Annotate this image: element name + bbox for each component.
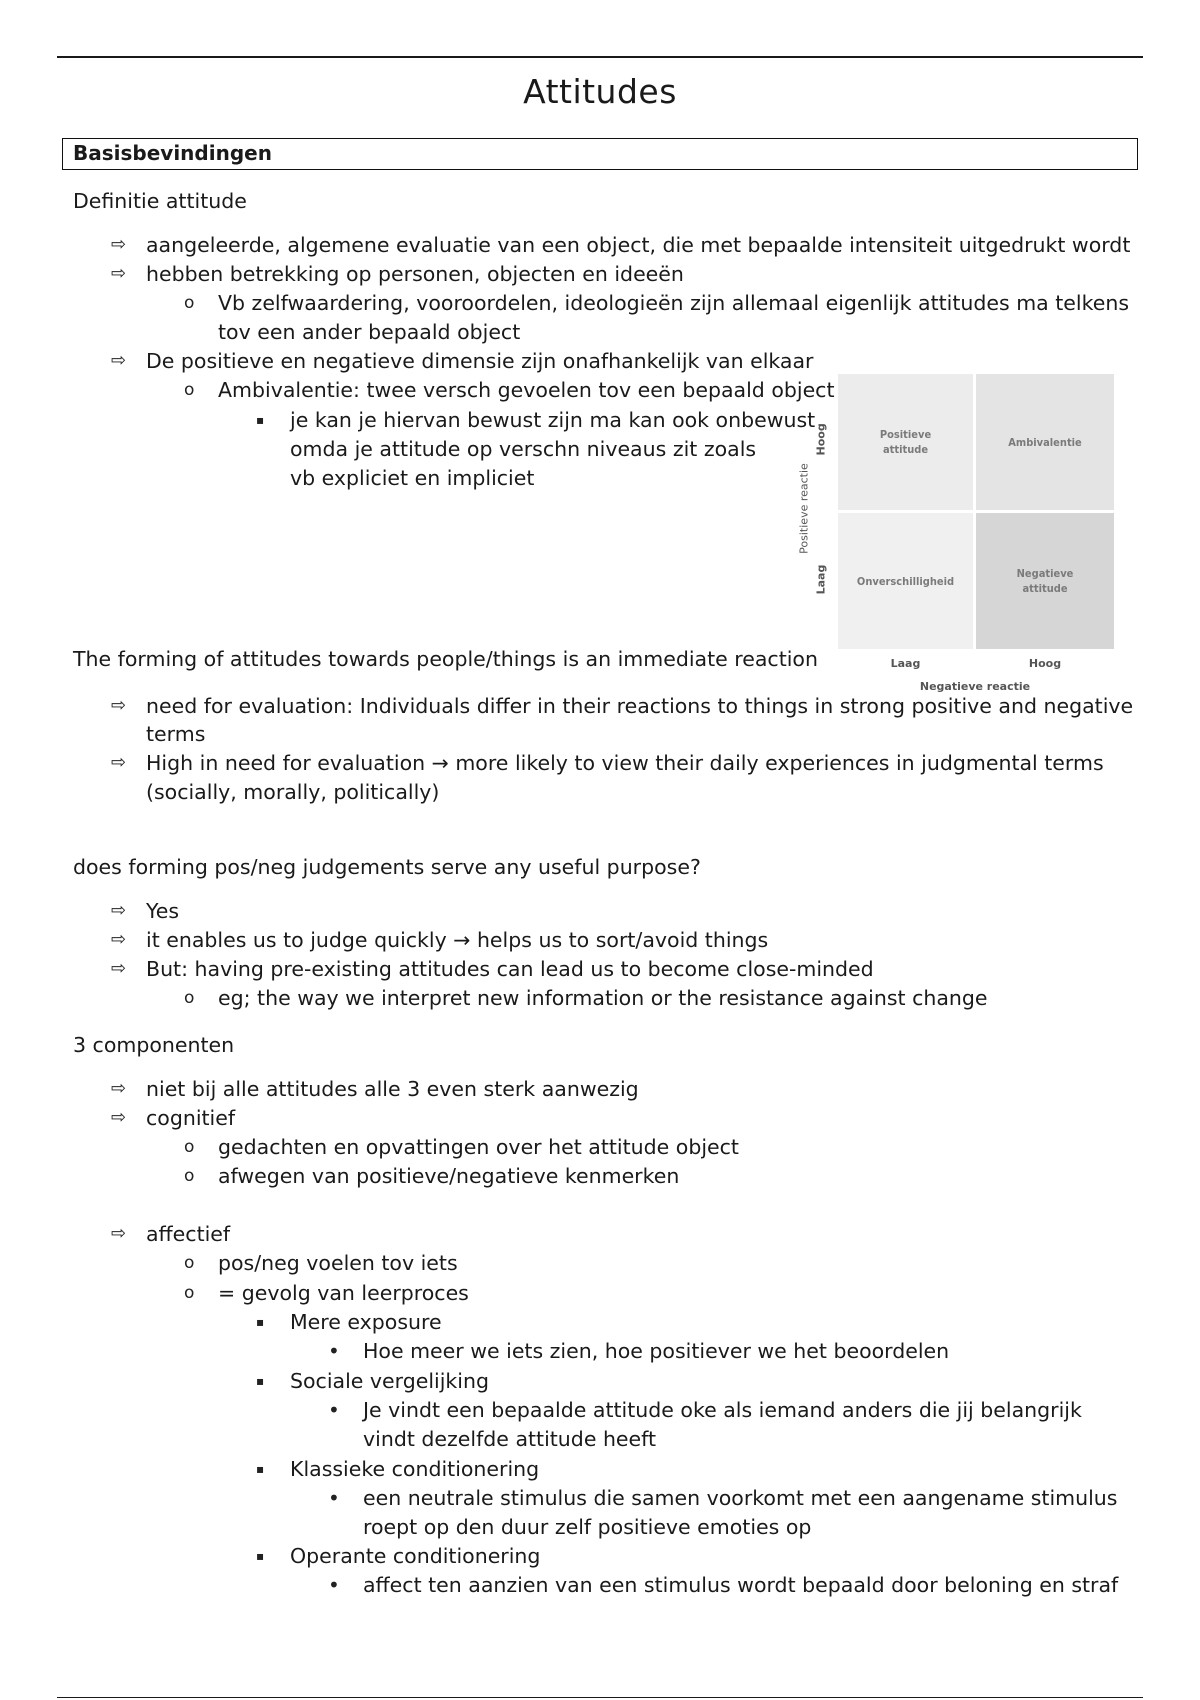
arrow-bullet-icon: ⇨ — [111, 263, 127, 284]
circle-bullet-icon: o — [184, 1283, 195, 1303]
x-axis-label: Negatieve reactie — [919, 680, 1031, 693]
line-affectief: affectief — [146, 1222, 231, 1246]
line-expliciet: vb expliciet en impliciet — [290, 466, 535, 490]
square-bullet-icon: ▪ — [256, 1374, 265, 1388]
line-hoe-meer: Hoe meer we iets zien, hoe positiever we het beoordelen — [363, 1339, 950, 1363]
circle-bullet-icon: o — [184, 988, 195, 1008]
arrow-bullet-icon: ⇨ — [111, 695, 127, 716]
line-dimensie: De positieve en negatieve dimensie zijn onafhankelijk van elkaar — [146, 349, 814, 373]
line-tov-object: tov een ander bepaald object — [218, 320, 521, 344]
line-mere-exposure: Mere exposure — [290, 1310, 442, 1334]
bottom-rule — [57, 1697, 1143, 1698]
line-useful-purpose: does forming pos/neg judgements serve any useful purpose? — [73, 855, 701, 879]
line-definitie: Definitie attitude — [73, 189, 247, 213]
square-bullet-icon: ▪ — [256, 413, 265, 427]
line-yes: Yes — [146, 899, 180, 923]
quadrant-negative-attitude — [976, 513, 1114, 649]
dot-bullet-icon: • — [328, 1486, 340, 1510]
line-roept-op: roept op den duur zelf positieve emoties op — [363, 1515, 812, 1539]
line-bewust: je kan je hiervan bewust zijn ma kan ook onbewust — [290, 408, 816, 432]
dot-bullet-icon: • — [328, 1573, 340, 1597]
page-title: Attitudes — [523, 72, 677, 111]
line-vb-zelfwaardering: Vb zelfwaardering, vooroordelen, ideologieën zijn allemaal eigenlijk attitudes ma telkens — [218, 291, 1130, 315]
line-need-evaluation: need for evaluation: Individuals differ in their reactions to things in strong positive and negative — [146, 694, 1134, 718]
y-axis-label: Positieve reactie — [797, 463, 811, 554]
line-betrekking: hebben betrekking op personen, objecten en ideeën — [146, 262, 684, 286]
line-afwegen: afwegen van positieve/negatieve kenmerken — [218, 1164, 680, 1188]
line-componenten: 3 componenten — [73, 1033, 235, 1057]
x-tick-low: Laag — [890, 657, 921, 670]
line-socially: (socially, morally, politically) — [146, 780, 440, 804]
line-ambivalentie: Ambivalentie: twee versch gevoelen tov een bepaald object — [218, 378, 835, 402]
attitude-quadrant-chart — [790, 370, 1120, 700]
line-terms: terms — [146, 722, 206, 746]
quadrant-ambivalence — [976, 374, 1114, 510]
line-affect-stimulus: affect ten aanzien van een stimulus wordt bepaald door beloning en straf — [363, 1573, 1119, 1597]
circle-bullet-icon: o — [184, 293, 195, 313]
circle-bullet-icon: o — [184, 380, 195, 400]
circle-bullet-icon: o — [184, 1253, 195, 1273]
line-judge-quickly: it enables us to judge quickly → helps us to sort/avoid things — [146, 928, 769, 952]
square-bullet-icon: ▪ — [256, 1549, 265, 1563]
circle-bullet-icon: o — [184, 1166, 195, 1186]
arrow-bullet-icon: ⇨ — [111, 1107, 127, 1128]
line-gedachten: gedachten en opvattingen over het attitude object — [218, 1135, 739, 1159]
line-interpret: eg; the way we interpret new information or the resistance against change — [218, 986, 988, 1010]
line-close-minded: But: having pre-existing attitudes can lead us to become close-minded — [146, 957, 874, 981]
arrow-bullet-icon: ⇨ — [111, 1223, 127, 1244]
line-dezelfde: vindt dezelfde attitude heeft — [363, 1427, 657, 1451]
circle-bullet-icon: o — [184, 1137, 195, 1157]
top-rule — [57, 56, 1143, 58]
square-bullet-icon: ▪ — [256, 1462, 265, 1476]
x-tick-high: Hoog — [1028, 657, 1062, 670]
quadrant-positive-attitude — [838, 374, 973, 510]
y-tick-low: Laag — [814, 564, 828, 595]
line-neutrale-stimulus: een neutrale stimulus die samen voorkomt met een aangename stimulus — [363, 1486, 1118, 1510]
line-klassieke: Klassieke conditionering — [290, 1457, 540, 1481]
quadrant-label: Positieve attitude — [879, 428, 932, 456]
arrow-bullet-icon: ⇨ — [111, 929, 127, 950]
section-heading: Basisbevindingen — [62, 138, 1138, 170]
quadrant-indifference — [838, 513, 973, 649]
arrow-bullet-icon: ⇨ — [111, 1078, 127, 1099]
line-aangeleerde: aangeleerde, algemene evaluatie van een object, die met bepaalde intensiteit uitgedrukt wordt — [146, 233, 1131, 257]
line-leerproces: = gevolg van leerproces — [218, 1281, 469, 1305]
line-operante: Operante conditionering — [290, 1544, 541, 1568]
dot-bullet-icon: • — [328, 1339, 340, 1363]
y-tick-high: Hoog — [814, 423, 828, 456]
line-sociale-vergelijking: Sociale vergelijking — [290, 1369, 490, 1393]
quadrant-label: Onverschilligheid — [856, 574, 955, 588]
line-forming: The forming of attitudes towards people/things is an immediate reaction — [73, 647, 818, 671]
line-je-vindt: Je vindt een bepaalde attitude oke als iemand anders die jij belangrijk — [363, 1398, 1082, 1422]
quadrant-label: Ambivalentie — [1008, 435, 1082, 449]
dot-bullet-icon: • — [328, 1398, 340, 1422]
arrow-bullet-icon: ⇨ — [111, 900, 127, 921]
arrow-bullet-icon: ⇨ — [111, 752, 127, 773]
quadrant-label: Negatieve attitude — [1016, 567, 1074, 595]
arrow-bullet-icon: ⇨ — [111, 234, 127, 255]
line-high-need: High in need for evaluation → more likely to view their daily experiences in judgmental terms — [146, 751, 1104, 775]
line-cognitief: cognitief — [146, 1106, 236, 1130]
arrow-bullet-icon: ⇨ — [111, 350, 127, 371]
arrow-bullet-icon: ⇨ — [111, 958, 127, 979]
line-pos-neg-voelen: pos/neg voelen tov iets — [218, 1251, 458, 1275]
line-niet-alle: niet bij alle attitudes alle 3 even sterk aanwezig — [146, 1077, 639, 1101]
square-bullet-icon: ▪ — [256, 1315, 265, 1329]
line-niveaus: omda je attitude op verschn niveaus zit zoals — [290, 437, 757, 461]
